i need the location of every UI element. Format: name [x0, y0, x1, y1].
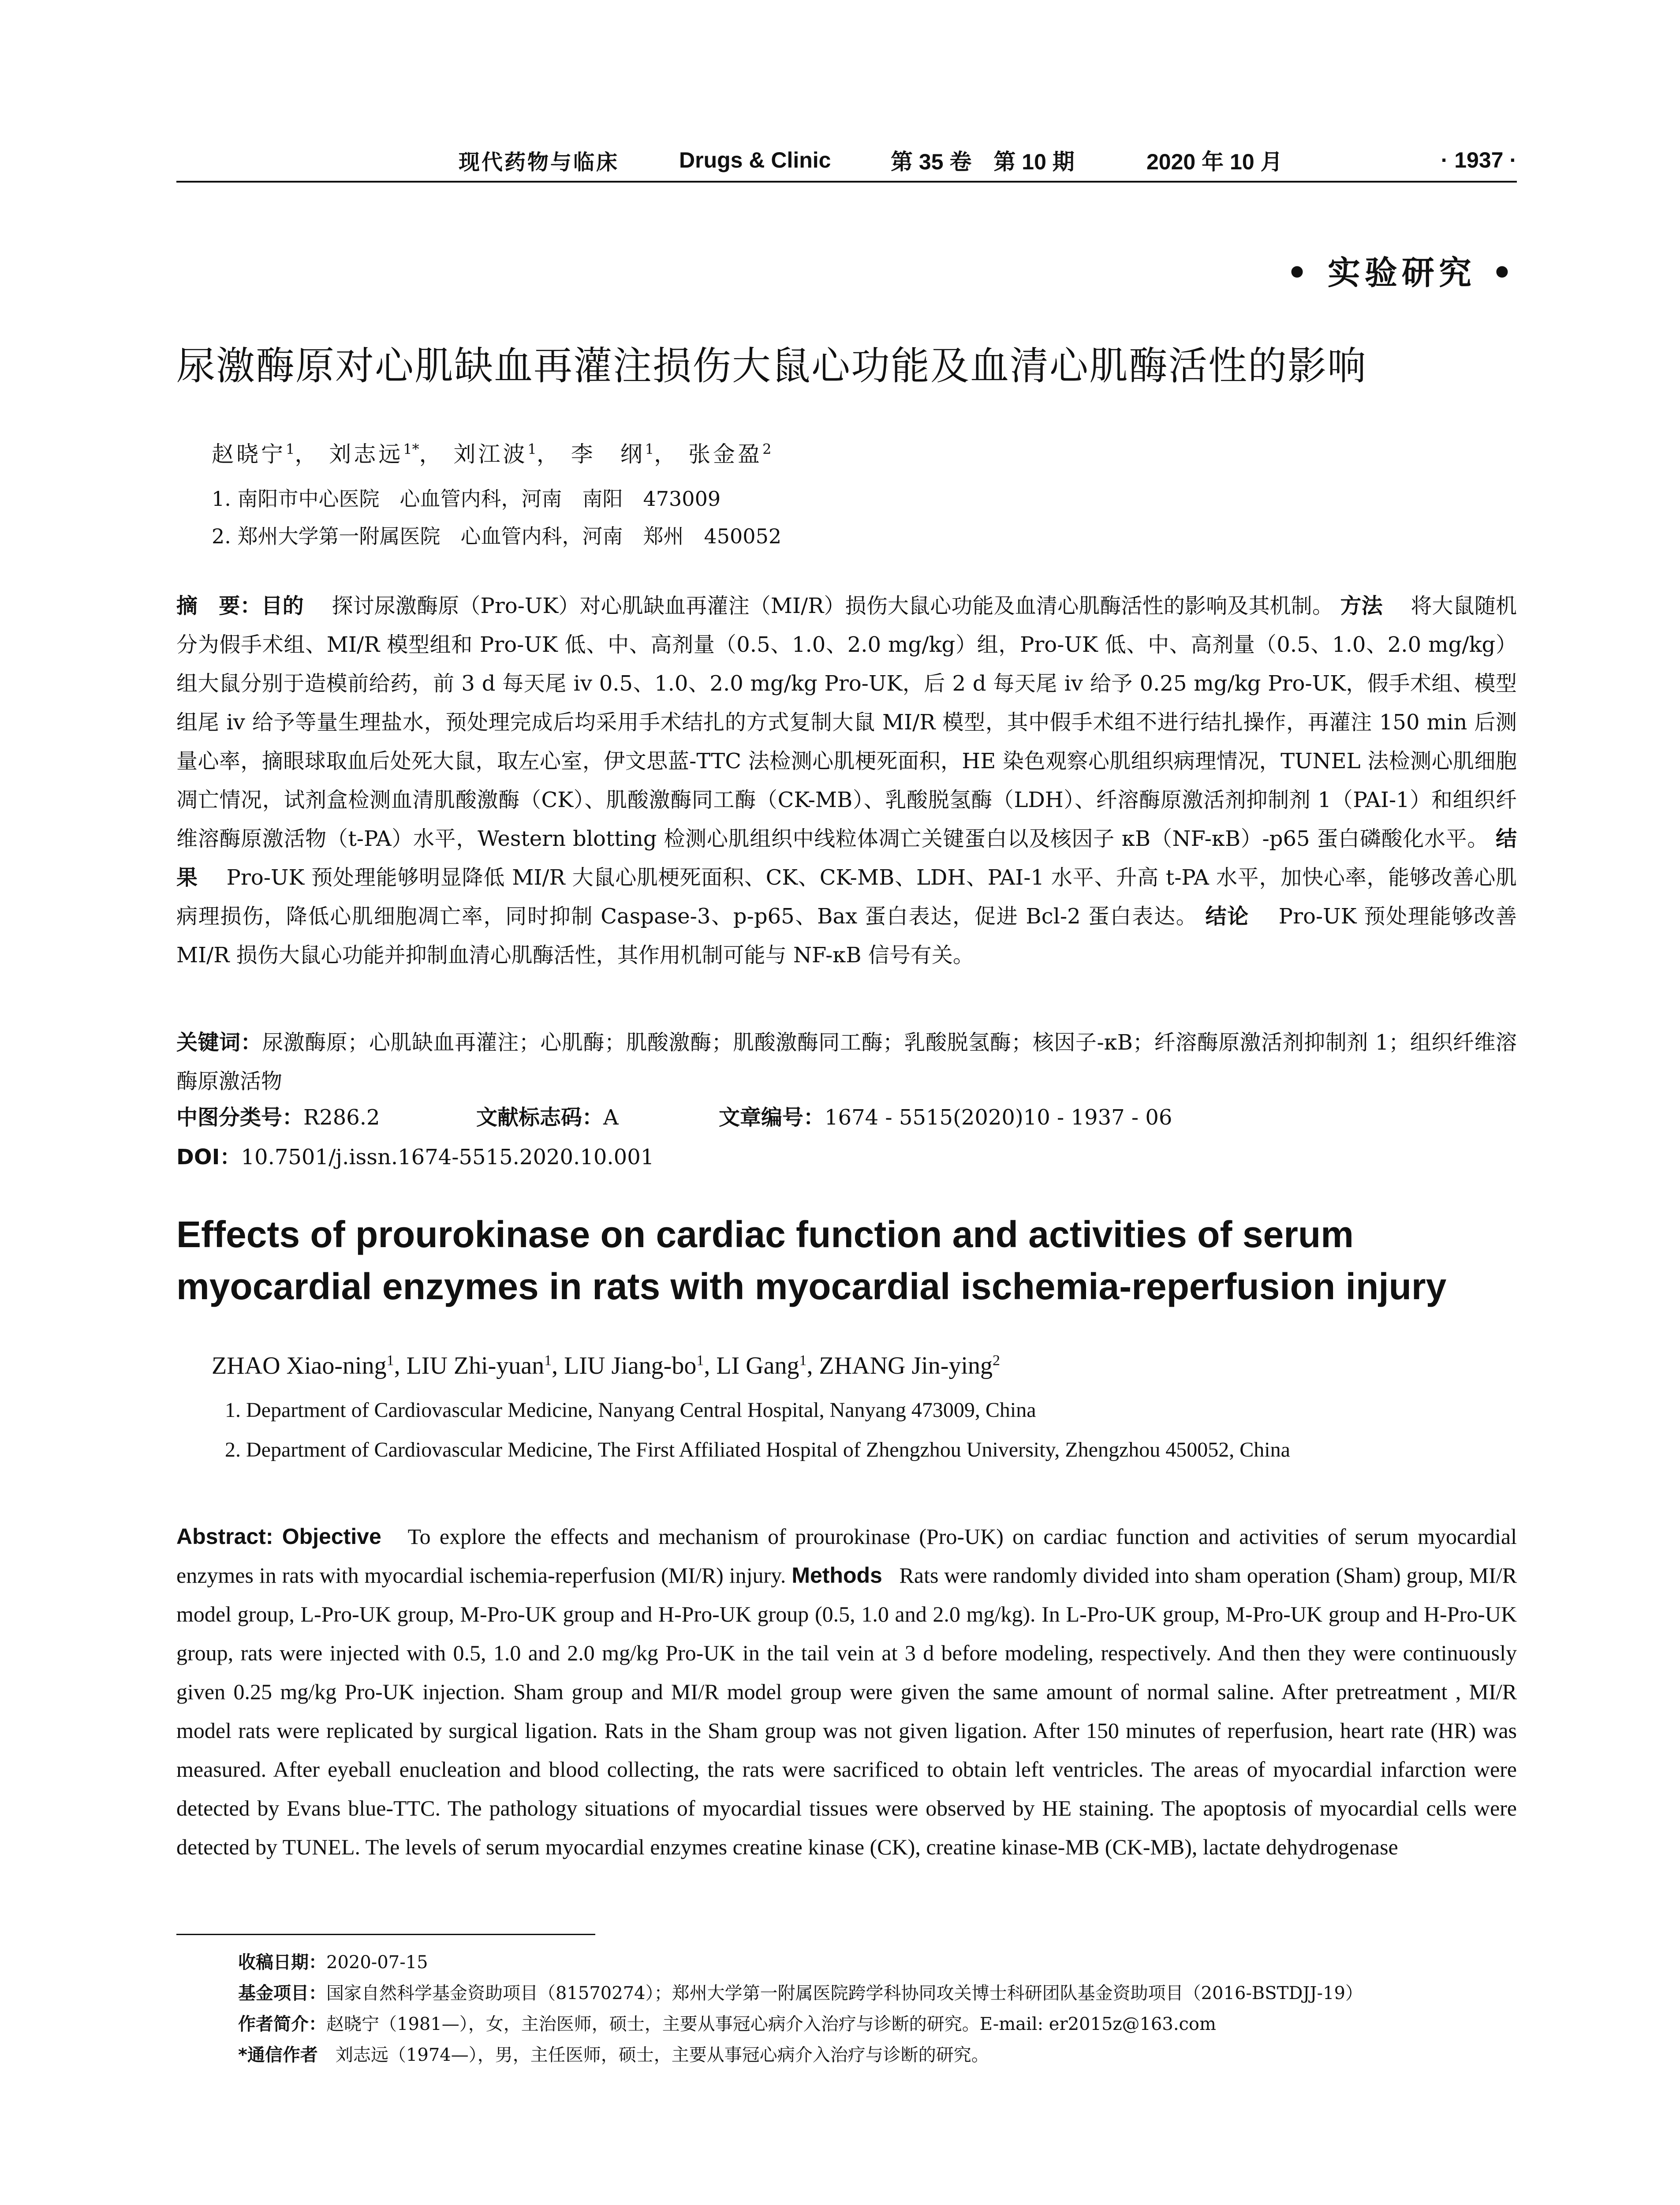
conclusion-label: 结论 — [1205, 904, 1250, 929]
header-rule — [176, 181, 1517, 183]
footnote-text: 2020-07-15 — [326, 1952, 428, 1973]
affiliation-cn: 2. 郑州大学第一附属医院 心血管内科，河南 郑州 450052 — [212, 524, 782, 548]
keywords-cn — [176, 1023, 1517, 1101]
author-cn: 刘志远 — [329, 441, 403, 467]
doi-label: DOI： — [176, 1145, 241, 1170]
results-label: 结果 — [176, 826, 1517, 890]
footnote-label: *通信作者 — [238, 2045, 318, 2065]
journal-issue: 第 35 卷 第 10 期 — [891, 149, 1075, 174]
objective-label: 目的 — [261, 594, 304, 618]
author-cn: 刘江波 — [453, 441, 528, 467]
clc-label: 中图分类号： — [176, 1105, 304, 1130]
author-sup: 1* — [403, 441, 419, 458]
footnote-author-bio — [238, 2009, 1517, 2040]
keywords-label: 关键词： — [176, 1030, 262, 1055]
authors-en: ZHAO Xiao-ning$^1$, LIU Zhi-yuan$^1$, LIU Jiang-$bo^1$, LI Gang$^1$, ZHANG Jin-ying$^2$ — [212, 1352, 1001, 1379]
footnote-text: 刘志远（1974—），男，主任医师，硕士，主要从事冠心病介入治疗与诊断的研究。 — [317, 2045, 989, 2065]
objective-en-label: Objective — [282, 1524, 381, 1549]
authors-cn: 赵晓宁$^1$， 刘志远$^{1*}$， 刘江波$^1$， 李 纲$^1$， 张金盈$^2$ — [212, 441, 772, 467]
abstract-en-label: Abstract: — [176, 1524, 273, 1549]
footnote-text: 赵晓宁（1981—），女，主治医师，硕士，主要从事冠心病介入治疗与诊断的研究。E-mail: er2015z@163.com — [326, 2014, 1216, 2034]
abstract-cn — [176, 587, 1517, 975]
doc-code-value: A — [603, 1105, 619, 1130]
author-en: LI Gang — [716, 1352, 799, 1379]
doi-value: 10.7501/j.issn.1674-5515.2020.10.001 — [241, 1145, 654, 1170]
abstract-label: 摘 要： — [176, 594, 261, 618]
author-cn: 张金盈 — [688, 441, 763, 467]
objective-en-text: To explore the effects and mechanism of prourokinase (Pro-UK) on cardiac function and activities of serum myocardial enzymes in rats with myocardial ischemia-reperfusion (MI/R) injury. — [176, 1524, 1517, 1588]
author-sup: 1 — [286, 441, 295, 458]
methods-en-label: Methods — [791, 1563, 882, 1588]
affiliation-en: 1. Department of Cardiovascular Medicine, Nanyang Central Hospital, Nanyang 473009, China — [225, 1398, 1036, 1422]
results-text: Pro-UK 预处理能够明显降低 MI/R 大鼠心肌梗死面积、CK、CK-MB、LDH、PAI-1 水平、升高 t-PA 水平，加快心率，能够改善心肌病理损伤，降低心肌细胞凋亡率，同时抑制 Caspase-3、p-p65、Bax 蛋白表达，促进 Bcl-2 蛋白表达。 — [176, 865, 1517, 929]
methods-label: 方法 — [1340, 594, 1383, 618]
author-sup: 1 — [799, 1352, 807, 1369]
title-cn: 尿激酶原对心肌缺血再灌注损伤大鼠心功能及血清心肌酶活性的影响 — [176, 343, 1367, 389]
affiliation-en: 2. Department of Cardiovascular Medicine, The First Affiliated Hospital of Zhengzhou University, Zhengzhou 450052, China — [225, 1438, 1290, 1461]
journal-date: 2020 年 10 月 — [1146, 149, 1283, 174]
page-number: · 1937 · — [1441, 148, 1517, 172]
footnote-corresponding — [238, 2040, 1517, 2070]
methods-text: 将大鼠随机分为假手术组、MI/R 模型组和 Pro-UK 低、中、高剂量（0.5、1.0、2.0 mg/kg）组，Pro-UK 低、中、高剂量（0.5、1.0、2.0 mg/kg）组大鼠分别于造模前给药，前 3 d 每天尾 iv 0.5、1.0、2.0 mg/kg Pro-UK，后 2 d 每天尾 iv 给予 0.25 mg/kg Pro-UK，假手术组、模型组尾 iv 给予等量生理盐水，预处理完成后均采用手术结扎的方式复制大鼠 MI/R 模型，其中假手术组不进行结扎操作，再灌注 150 min 后测量心率，摘眼球取血后处死大鼠，取左心室，伊文思蓝-TTC 法检测心肌梗死面积，HE 染色观察心肌组织病理情况，TUNEL 法检测心肌细胞凋亡情况，试剂盒检测血清肌酸激酶（CK）、肌酸激酶同工酶（CK-MB）、乳酸脱氢酶（LDH）、纤溶酶原激活剂抑制剂 1（PAI-1）和组织纤维溶酶原激活物（t-PA）水平，Western blotting 检测心肌组织中线粒体凋亡关键蛋白以及核因子 κB（NF-κB）-p65 蛋白磷酸化水平。 — [176, 594, 1517, 851]
footnote-text: 国家自然科学基金资助项目（81570274）；郑州大学第一附属医院跨学科协同攻关博士科研团队基金资助项目（2016-BSTDJJ-19） — [326, 1983, 1363, 2003]
author-en: LIU Zhi-yuan — [406, 1352, 545, 1379]
author-sup: 2 — [993, 1352, 1001, 1369]
article-no-label: 文章编号： — [719, 1105, 825, 1130]
running-header — [176, 140, 1517, 180]
author-cn: 李 纲 — [571, 441, 645, 467]
footnote-label: 基金项目： — [238, 1983, 326, 2003]
author-sup: 1 — [527, 441, 537, 458]
doi-line — [176, 1140, 654, 1170]
footnote-funding — [238, 1978, 1517, 2009]
keywords-text: 尿激酶原；心肌缺血再灌注；心肌酶；肌酸激酶；肌酸激酶同工酶；乳酸脱氢酶；核因子-κB；纤溶酶原激活剂抑制剂 1；组织纤维溶酶原激活物 — [176, 1030, 1517, 1094]
author-cn: 赵晓宁 — [212, 441, 286, 467]
affiliation-cn: 1. 南阳市中心医院 心血管内科，河南 南阳 473009 — [212, 487, 721, 511]
author-en: LIU Jiang-bo — [564, 1352, 697, 1379]
clc-value: R286.2 — [303, 1105, 380, 1130]
author-en: ZHANG Jin-ying — [819, 1352, 993, 1379]
methods-en-text: Rats were randomly divided into sham operation (Sham) group, MI/R model group, L-Pro-UK group, M-Pro-UK group and H-Pro-UK group (0.5, 1.0 and 2.0 mg/kg). In L-Pro-UK group, M-Pro-UK group and H-Pro-UK group, rats were injected with 0.5, 1.0 and 2.0 mg/kg Pro-UK in the tail vein at 3 d before modeling, respectively. And then they were continuously given 0.25 mg/kg Pro-UK injection. Sham group and MI/R model group were given the same amount of normal saline. After pretreatment , MI/R model rats were replicated by surgical ligation. Rats in the Sham group was not given ligation. After 150 minutes of reperfusion, heart rate (HR) was measured. After eyeball enucleation and blood collecting, the rats were sacrificed to obtain left ventricles. The areas of myocardial infarction were detected by Evans blue-TTC. The pathology situations of myocardial tissues were observed by HE staining. The apoptosis of myocardial cells were detected by TUNEL. The levels of serum myocardial enzymes creatine kinase (CK), creatine kinase-MB (CK-MB), lactate dehydrogenase — [176, 1563, 1517, 1859]
footnote-received — [238, 1947, 1517, 1978]
author-sup: 1 — [696, 1352, 704, 1369]
title-en: Effects of prourokinase on cardiac function and activities of serum myocardial enzymes in rats with myocardial ischemia-reperfusion injury — [176, 1214, 1447, 1307]
classification-line — [176, 1100, 1172, 1131]
footnote-label: 作者简介： — [238, 2014, 326, 2034]
article-no-value: 1674 - 5515(2020)10 - 1937 - 06 — [825, 1105, 1172, 1130]
author-en: ZHAO Xiao-ning — [212, 1352, 387, 1379]
doc-code-label: 文献标志码： — [476, 1105, 604, 1130]
author-sup: 2 — [762, 441, 772, 458]
footnote-label: 收稿日期： — [238, 1952, 326, 1973]
author-sup: 1 — [544, 1352, 552, 1369]
author-sup: 1 — [645, 441, 654, 458]
conclusion-text: Pro-UK 预处理能够改善 MI/R 损伤大鼠心功能并抑制血清心肌酶活性，其作用机制可能与 NF-κB 信号有关。 — [176, 904, 1517, 968]
abstract-en — [176, 1517, 1517, 1866]
footnote-rule — [176, 1934, 595, 1935]
journal-name-cn: 现代药物与临床 — [459, 149, 620, 175]
section-tag: • 实验研究 • — [1286, 254, 1517, 292]
author-sup: 1 — [386, 1352, 394, 1369]
objective-text: 探讨尿激酶原（Pro-UK）对心肌缺血再灌注（MI/R）损伤大鼠心功能及血清心肌酶活性的影响及其机制。 — [332, 594, 1334, 618]
journal-name-en: Drugs & Clinic — [679, 148, 831, 172]
